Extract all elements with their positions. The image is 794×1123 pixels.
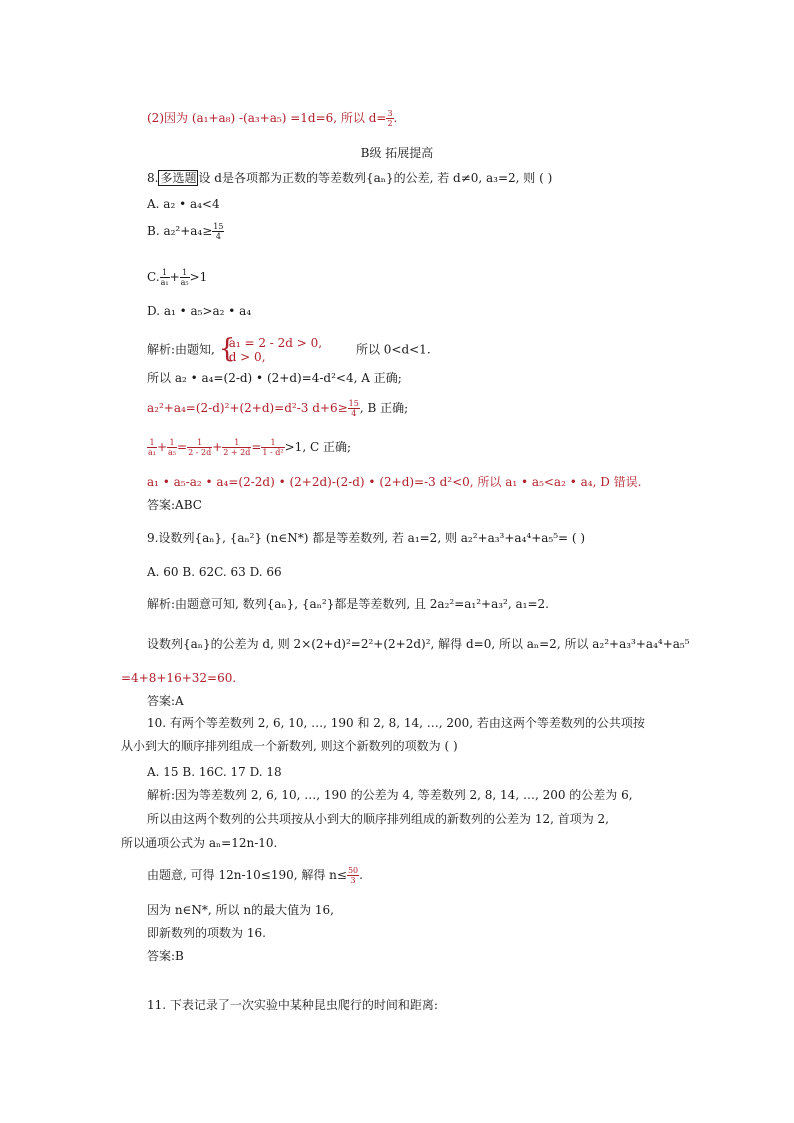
options-line: A. 15 B. 16C. 17 D. 18 — [147, 765, 282, 779]
text: 由题意, 可得 12n-10≤190, 解得 n≤ — [147, 868, 347, 882]
question-type-tag: 多选题 — [160, 171, 197, 185]
denominator: 2 - 2d — [188, 448, 212, 457]
numerator: 1 — [187, 438, 212, 448]
numerator: 50 — [347, 866, 359, 875]
denominator: 4 — [351, 409, 357, 418]
fraction — [222, 438, 251, 457]
equation: d > 0, — [228, 350, 266, 364]
denominator: a₅ — [180, 278, 189, 287]
denominator: 2 + 2d — [223, 448, 251, 457]
numerator: 1 — [180, 268, 190, 278]
denominator: a₅ — [168, 448, 177, 457]
solution-line: 即新数列的项数为 16. — [147, 926, 266, 940]
text: a₂²+a₄=(2-d)²+(2+d)=d²-3 d+6≥ — [147, 401, 348, 415]
denominator: 4 — [215, 232, 221, 241]
text: + — [212, 440, 223, 454]
fraction — [180, 268, 190, 287]
fraction — [348, 399, 360, 418]
answer-line: 答案:A — [147, 694, 184, 708]
text: + — [169, 270, 180, 284]
solution-line: 所以通项公式为 aₙ=12n-10. — [121, 836, 278, 850]
options-line: A. 60 B. 62C. 63 D. 66 — [147, 565, 282, 579]
text: C. — [147, 270, 160, 284]
fraction — [160, 268, 170, 287]
option-b — [147, 222, 224, 241]
option-a: A. a₂ • a₄<4 — [147, 197, 220, 211]
denominator: 2 — [387, 119, 393, 128]
numerator: 15 — [213, 222, 224, 231]
text: (2)因为 (a₁+a₈) -(a₃+a₅) =1d=6, 所以 d= — [147, 111, 387, 125]
fraction — [212, 222, 224, 241]
answer-line: 答案:ABC — [147, 498, 202, 512]
numerator: 1 — [261, 438, 284, 448]
solution-line: 所以由这两个数列的公共项按从小到大的顺序排列组成的新数列的公差为 12, 首项为 2, — [147, 812, 609, 826]
solution-line: 所以 a₂ • a₄=(2-d) • (2+d)=4-d²<4, A 正确; — [147, 371, 402, 385]
solution-line: 因为 n∈N*, 所以 n的最大值为 16, — [147, 903, 334, 917]
fraction — [147, 438, 157, 457]
denominator: 1 - d² — [262, 448, 284, 457]
numerator: 1 — [160, 268, 170, 278]
solution-line: =4+8+16+32=60. — [121, 671, 237, 685]
answer-line: 答案:B — [147, 949, 184, 963]
denominator: a₁ — [148, 448, 156, 457]
equation: a₁ = 2 - 2d > 0, — [228, 336, 323, 350]
denominator: 3 — [350, 876, 356, 885]
question-8 — [147, 170, 552, 186]
text: . — [359, 868, 363, 882]
option-c — [147, 268, 207, 287]
brace: { — [218, 334, 236, 364]
text: 所以 0<d<1. — [355, 342, 431, 357]
solution-line — [147, 866, 363, 885]
numerator: 1 — [222, 438, 251, 448]
text: B. a₂²+a₄≥ — [147, 224, 213, 238]
text: . — [393, 111, 398, 125]
question-9: 9.设数列{aₙ}, {aₙ²} (n∈N*) 都是等差数列, 若 a₁=2, 则 a₂²+a₃³+a₄⁴+a₅⁵= ( ) — [147, 531, 586, 545]
fraction — [347, 866, 359, 885]
denominator: a₁ — [160, 278, 169, 287]
numerator: 1 — [167, 438, 177, 448]
numerator: 15 — [348, 399, 359, 408]
solution-line: 设数列{aₙ}的公差为 d, 则 2×(2+d)²=2²+(2+2d)², 解得 d=0, 所以 aₙ=2, 所以 a₂²+a₃³+a₄⁴+a₅⁵ — [147, 637, 690, 651]
fraction — [261, 438, 284, 457]
text: >1 — [189, 270, 208, 284]
solution-line: a₁ • a₅-a₂ • a₄=(2-2d) • (2+2d)-(2-d) • (2+d)=-3 d²<0, 所以 a₁ • a₅<a₂ • a₄, D 错误. — [147, 475, 642, 489]
question-10-line-2: 从小到大的顺序排列组成一个新数列, 则这个新数列的项数为 ( ) — [121, 739, 458, 753]
text: = — [177, 440, 188, 454]
numerator: 1 — [147, 438, 157, 448]
text: = — [251, 440, 262, 454]
equation-system — [219, 336, 322, 364]
text: + — [156, 440, 168, 454]
question-11: 11. 下表记录了一次实验中某种昆虫爬行的时间和距离: — [147, 998, 438, 1012]
fraction — [187, 438, 212, 457]
question-text: 设 d是各项都为正数的等差数列{aₙ}的公差, 若 d≠0, a₃=2, 则 ( ) — [198, 171, 553, 185]
text: >1, C 正确; — [284, 440, 351, 454]
question-number: 8. — [147, 171, 159, 185]
solution-line — [147, 109, 397, 128]
solution-line — [147, 438, 351, 457]
solution-line: 解析:因为等差数列 2, 6, 10, …, 190 的公差为 4, 等差数列 2, 8, 14, …, 200 的公差为 6, — [147, 788, 633, 802]
section-heading: B级 拓展提高 — [360, 146, 434, 160]
numerator: 3 — [387, 109, 393, 118]
solution-line — [147, 399, 408, 418]
solution-line — [147, 336, 431, 364]
text: 解析:由题知, — [147, 342, 215, 357]
option-d: D. a₁ • a₅>a₂ • a₄ — [147, 304, 252, 318]
fraction — [386, 109, 393, 128]
question-10-line-1: 10. 有两个等差数列 2, 6, 10, …, 190 和 2, 8, 14, …, 200, 若由这两个等差数列的公共项按 — [147, 716, 645, 730]
text: , B 正确; — [359, 401, 409, 415]
solution-line: 解析:由题意可知, 数列{aₙ}, {aₙ²}都是等差数列, 且 2a₂²=a₁²+a₃², a₁=2. — [147, 597, 549, 611]
fraction — [167, 438, 177, 457]
